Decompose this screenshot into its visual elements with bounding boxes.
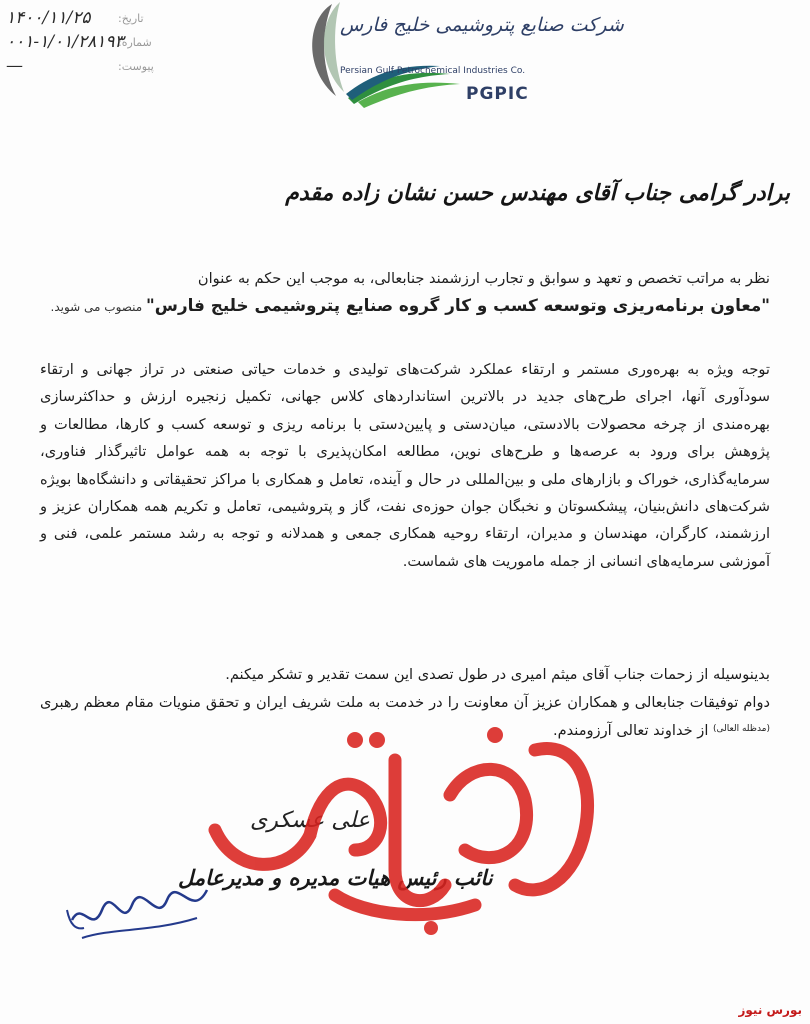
wish-closing: از خداوند تعالی آرزومندم. <box>552 722 714 739</box>
letter-meta <box>6 6 166 78</box>
date-value: ۱۴۰۰/۱۱/۲۵ <box>6 8 91 28</box>
attachment-value: — <box>6 56 24 76</box>
number-value: ۰۰۱-۱/۰۱/۲۸۱۹۳ <box>6 32 124 52</box>
attachment-label: پیوست: <box>118 59 154 73</box>
signatory-name: علی عسکری <box>250 808 371 833</box>
logo-company-en: Persian Gulf Petrochemical Industries Co. <box>340 66 526 76</box>
intro-paragraph <box>40 266 770 320</box>
thanks-paragraph: بدینوسیله از زحمات جناب آقای میثم امیری در طول تصدی این سمت تقدیر و تشکر میکنم. <box>225 666 770 683</box>
number-label: شماره: <box>118 35 152 49</box>
body-paragraph: توجه ویژه به بهره‌وری مستمر و ارتقاء عملکرد شرکت‌های تولیدی و خدمات حیاتی صنعتی در تراز جهانی و ارتقاء سودآوری آنها، اجرای طرح‌های جدید در بالاترین استانداردهای کلاس جهانی، تکمیل زنجیره ارزش و حداکثرسازی بهره‌مندی از چرخه محصولات بالادستی، میان‌دستی و پایین‌دستی با برنامه ریزی و توسعه کسب و کارها، مطالعات و پژوهش برای ورود به عرصه‌ها و طرح‌های نوین، مطالعه امکان‌پذیری با توجه به همه عوامل تاثیرگذار فناوری، سرمایه‌گذاری، خوراک و بازارهای ملی و بین‌المللی در حال و آینده، تعامل و همکاری با مراکز تحقیقاتی و دانشگاه‌ها بویژه شرکت‌های دانش‌بنیان، پیشکسوتان و نخبگان جوان حوزه‌ی نفت، گاز و پتروشیمی، تعامل و تکریم همه همکاران عزیز و ارزشمند، کارگران، مهندسان و مدیران، ارتقاء روحیه همکاری جمعی و همدلانه و توجه به رشد مستمر علمی، فنی و آموزشی سرمایه‌های انسانی از جمله ماموریت های شماست. <box>40 361 770 570</box>
date-label: تاریخ: <box>118 11 144 25</box>
signatory-title: نائب رئیس هیات مدیره و مدیرعامل <box>178 865 493 890</box>
position-title: "معاون برنامه‌ریزی وتوسعه کسب و کار گروه صنایع پتروشیمی خلیج فارس" <box>146 295 770 315</box>
source-footer: بورس نیوز <box>738 1003 802 1017</box>
wish-text: دوام توفیقات جنابعالی و همکاران عزیز آن معاونت را در خدمت به ملت شریف ایران و تحقق منویات مقام معظم رهبری <box>40 694 770 711</box>
date-row <box>6 6 166 30</box>
logo-abbr: PGPIC <box>466 84 529 104</box>
attachment-row <box>6 54 166 78</box>
handwritten-signature-icon <box>62 880 212 950</box>
wish-paragraph <box>40 690 770 744</box>
number-row <box>6 30 166 54</box>
intro-text: نظر به مراتب تخصص و تعهد و سوابق و تجارب ارزشمند جنابعالی، به موجب این حکم به عنوان <box>197 270 770 287</box>
company-logo <box>300 0 624 108</box>
intro-tail: منصوب می شوید. <box>50 300 147 314</box>
salutation: برادر گرامی جناب آقای مهندس حسن نشان زاده مقدم <box>285 180 790 206</box>
wish-honorific: (مدظله العالی) <box>713 724 770 734</box>
logo-company-fa: شرکت صنایع پتروشیمی خلیج فارس <box>340 14 624 36</box>
